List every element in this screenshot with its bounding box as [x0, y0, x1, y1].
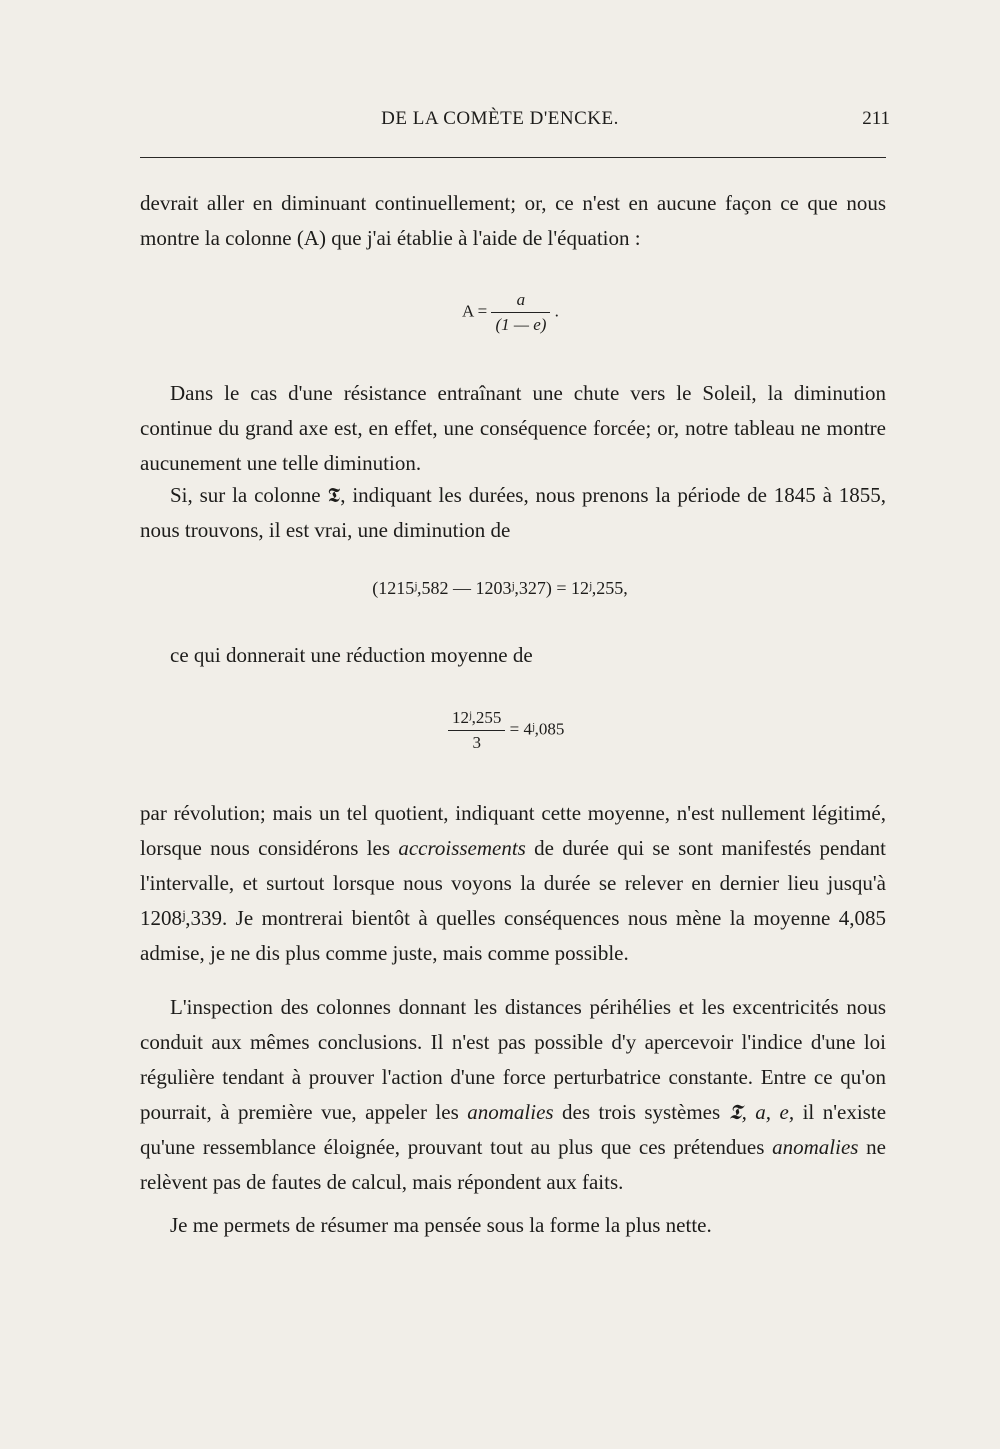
paragraph-5 [140, 796, 886, 971]
equation-a-end: . [554, 301, 559, 321]
fraction-bar [491, 312, 550, 313]
average-denominator: 3 [472, 733, 481, 752]
equation-a-lhs: A = [462, 301, 488, 321]
paragraph-4: ce qui donnerait une réduction moyenne de [170, 643, 533, 667]
paragraph-5-italic: accroissements [398, 836, 526, 860]
paragraph-6-text-e: il n'existe qu'une ressemblance éloignée, prouvant tout au plus que ces prétendues [140, 1100, 887, 1159]
equation-a [462, 290, 559, 335]
fraction-bar [448, 730, 505, 731]
average-result: = 4ʲ,085 [509, 719, 565, 739]
paragraph-3: Si, sur la colonne 𝕿, indiquant les durées, nous prenons la période de 1845 à 1855, nous trouvons, il est vrai, une diminution de [140, 483, 886, 542]
average-numerator: 12ʲ,255 [452, 708, 502, 727]
average-equation [448, 708, 564, 753]
header-rule [140, 157, 886, 158]
difference-equation: (1215ʲ,582 — 1203ʲ,327) = 12ʲ,255, [372, 578, 628, 598]
equation-a-denominator: (1 — e) [495, 315, 547, 334]
paragraph-5-text-c: de durée qui se sont manifestés pendant l'intervalle, et surtout lorsque nous voyons la durée se relever en dernier lieu jusqu'à 1208ʲ,339. Je montrerai bientôt à quelles conséquences nous mène la moyenne 4,085 admise, je ne dis plus comme juste, mais comme possible. [140, 836, 886, 965]
paragraph-5-text-a: par révolution; mais un tel quotient, indiquant cette moyenne, n'est nullement légitimé, lorsque nous considérons les [140, 801, 886, 860]
paragraph-1: devrait aller en diminuant continuellement; or, ce n'est en aucune façon ce que nous montre la colonne (A) que j'ai établie à l'aide de l'équation : [140, 191, 886, 250]
paragraph-6-text-a: L'inspection des colonnes donnant les distances périhélies et les excentricités nous conduit aux mêmes conclusions. Il n'est pas possible d'y apercevoir l'indice d'une loi régulière tendant à prouver l'action d'une force perturbatrice constante. Entre ce qu'on pourrait, à première vue, appeler les [140, 995, 886, 1124]
equation-a-numerator: a [516, 290, 526, 309]
paragraph-6-text-g: ne relèvent pas de fautes de calcul, mais répondent aux faits. [140, 1135, 887, 1194]
equation-a-fraction [491, 290, 550, 335]
running-header-title: DE LA COMÈTE D'ENCKE. [381, 108, 619, 129]
paragraph-2: Dans le cas d'une résistance entraînant une chute vers le Soleil, la diminution continue du grand axe est, en effet, une conséquence forcée; or, notre tableau ne montre aucunement une telle diminution. [140, 381, 886, 475]
page-number: 211 [862, 108, 890, 129]
paragraph-6-italic-symbols: 𝕿, a, e, [728, 1100, 795, 1124]
paragraph-6-text-c: des trois systèmes [553, 1100, 729, 1124]
paragraph-6-italic-anomalies: anomalies [467, 1100, 554, 1124]
paragraph-7: Je me permets de résumer ma pensée sous la forme la plus nette. [170, 1213, 712, 1237]
paragraph-6-italic-anomalies-2: anomalies [772, 1135, 859, 1159]
paragraph-6 [140, 990, 886, 1200]
average-fraction [448, 708, 505, 753]
